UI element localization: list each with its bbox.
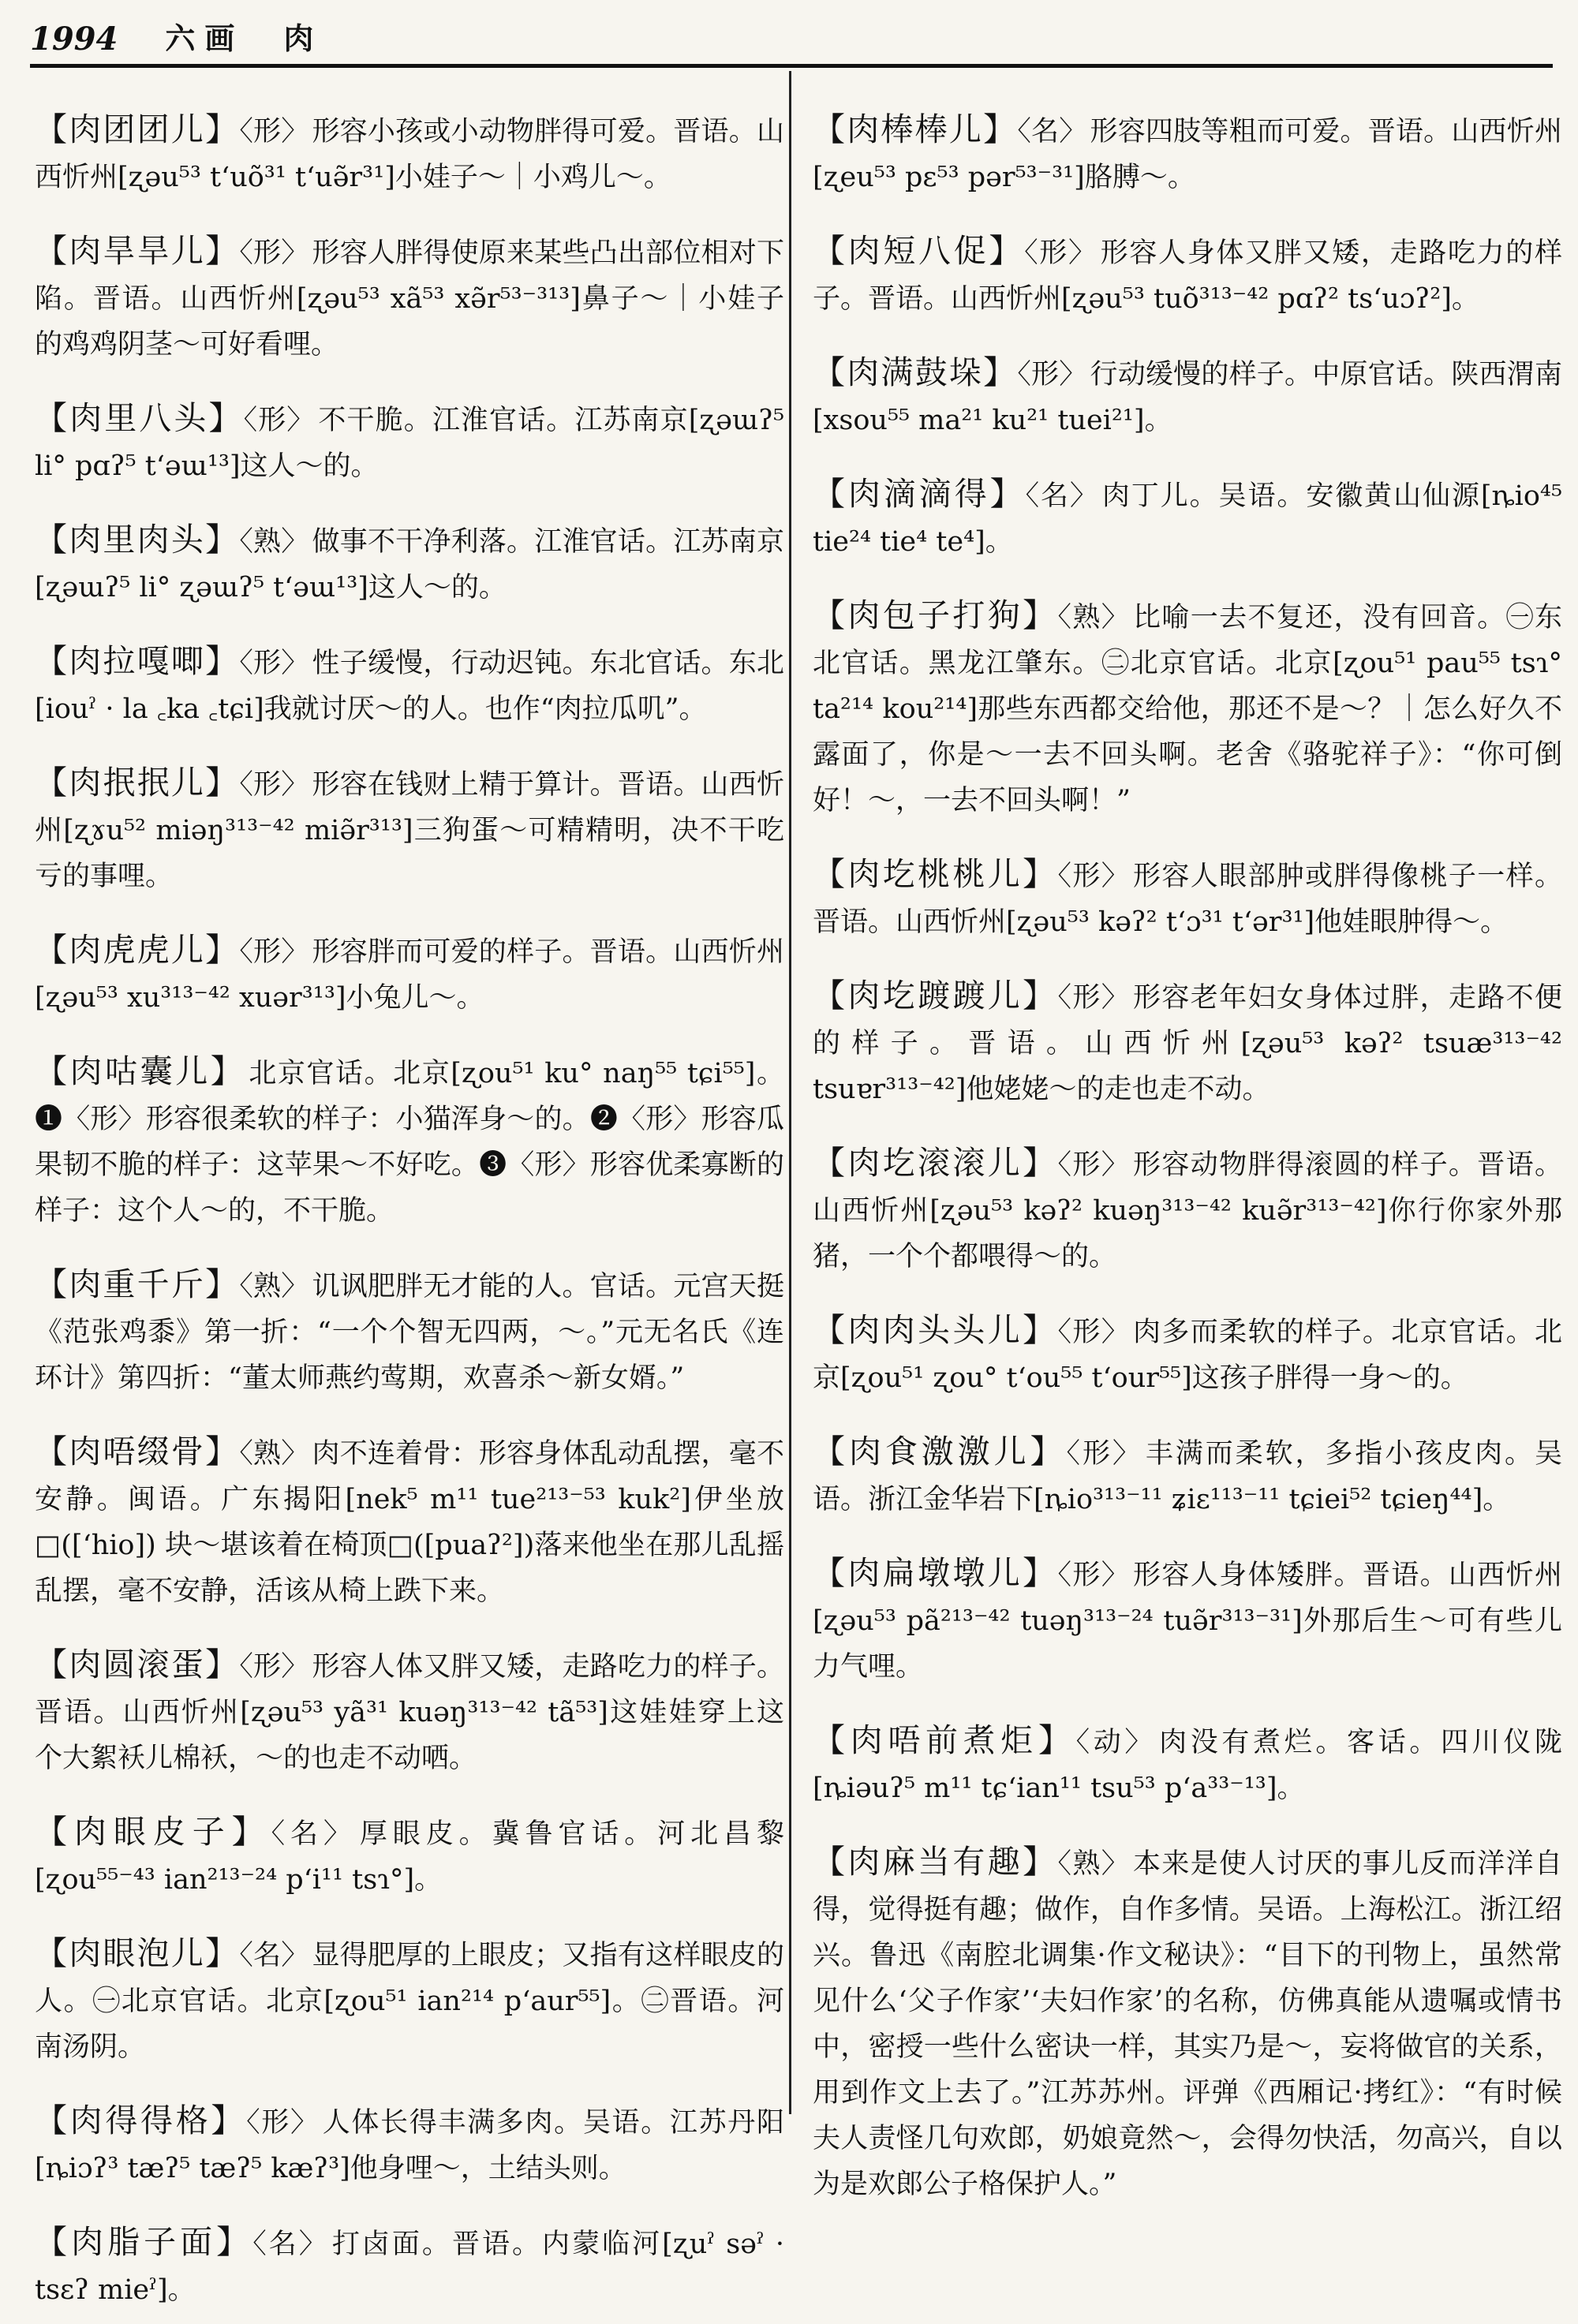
part-of-speech: 〈形〉 [1017,359,1087,390]
entry-definition: 厚眼皮。冀鲁官话。河北昌黎[ʐou⁵⁵⁻⁴³ ian²¹³⁻²⁴ p‘i¹¹ tsɿ°]。 [35,1818,784,1896]
part-of-speech: 〈名〉 [252,2229,329,2260]
entry-headword: 【肉唔前煮炬】 [813,1721,1076,1759]
dictionary-entry [35,1930,784,2070]
entry-definition: 肉丁儿。吴语。安徽黄山仙源[ȵio⁴⁵ tie²⁴ tie⁴ te⁴]。 [813,480,1562,558]
part-of-speech: 〈形〉 [1057,861,1131,892]
entry-headword: 【肉圪桃桃儿】 [813,855,1058,893]
entry-definition: 形容人胖得使原来某些凸出部位相对下陷。晋语。山西忻州[ʐəu⁵³ xã⁵³ xə̃r⁵³⁻³¹³]鼻子～｜小娃子的鸡鸡阴茎～可好看哩。 [35,237,784,361]
entry-definition: 肉没有煮烂。客话。四川仪陇[ȵiəuʔ⁵ m¹¹ tɕ‘ian¹¹ tsu⁵³ p‘a³³⁻¹³]。 [813,1727,1562,1804]
dictionary-entry [813,1717,1562,1811]
entry-headword: 【肉满鼓垛】 [813,353,1018,391]
entry-definition: 讥讽肥胖无才能的人。官话。元宫天挺《范张鸡黍》第一折：“一个个智无四两，～。”元无名氏《连环计》第四折：“董太师燕约莺期，欢喜杀～新女婿。” [35,1271,784,1394]
part-of-speech: 〈形〉 [239,116,309,148]
part-of-speech: 〈熟〉 [1057,1848,1131,1880]
dictionary-entry [813,973,1562,1112]
entry-headword: 【肉里八头】 [35,399,244,437]
part-of-speech: 〈名〉 [239,1940,309,1971]
part-of-speech: 〈形〉 [1057,1149,1131,1181]
dictionary-entry [813,1307,1562,1401]
part-of-speech: 〈形〉 [1066,1438,1142,1470]
column-divider [789,71,791,2114]
dictionary-entry [35,395,784,489]
part-of-speech: 〈形〉 [239,648,309,679]
part-of-speech: 〈名〉 [1025,480,1099,512]
part-of-speech: 〈动〉 [1075,1727,1157,1758]
entry-definition: 丰满而柔软，多指小孩皮肉。吴语。浙江金华岩下[ȵio³¹³⁻¹¹ ʑiɛ¹¹³⁻¹¹ tɕiei⁵² tɕieŋ⁴⁴]。 [813,1438,1562,1515]
entry-headword: 【肉重千斤】 [35,1265,240,1303]
dictionary-entry [813,1550,1562,1690]
dictionary-entry [35,927,784,1021]
right-column [813,79,1562,2218]
entry-definition: 打卤面。晋语。内蒙临河[ʐuˀ səˀ · tsɛʔ mieˀ]。 [35,2229,784,2306]
page-title: 六画 肉 [165,21,323,56]
dictionary-entry [813,106,1562,200]
dictionary-entry [35,1048,784,1234]
part-of-speech: 〈形〉 [243,405,316,436]
part-of-speech: 〈名〉 [1017,116,1087,148]
dictionary-entry [35,1429,784,1614]
entry-definition: 形容人身体又胖又矮，走路吃力的样子。晋语。山西忻州[ʐəu⁵³ tuõ³¹³⁻⁴² pɑʔ² ts‘uɔʔ²]。 [813,237,1562,315]
entry-definition: 形容四肢等粗而可爱。晋语。山西忻州[ʐeu⁵³ pɛ⁵³ pər⁵³⁻³¹]胳膊～。 [813,116,1562,193]
part-of-speech: 〈形〉 [239,237,309,269]
entry-headword: 【肉扁墩墩儿】 [813,1554,1058,1592]
entry-definition: 形容人体又胖又矮，走路吃力的样子。晋语。山西忻州[ʐəu⁵³ yã³¹ kuəŋ³¹³⁻⁴² tã⁵³]这娃娃穿上这个大絮袄儿棉袄，～的也走不动哂。 [35,1651,784,1774]
entry-definition: 形容动物胖得滚圆的样子。晋语。山西忻州[ʐəu⁵³ kəʔ² kuəŋ³¹³⁻⁴² kuə̃r³¹³⁻⁴²]你行你家外那猪，一个个都喂得～的。 [813,1149,1562,1272]
entry-headword: 【肉咕囊儿】 [35,1052,246,1090]
dictionary-entry [813,851,1562,945]
entry-headword: 【肉眼泡儿】 [35,1934,240,1972]
entry-definition: 比喻一去不复还，没有回音。㊀东北官话。黑龙江肇东。㊁北京官话。北京[ʐou⁵¹ pau⁵⁵ tsɿ° ta²¹⁴ kou²¹⁴]那些东西都交给他，那还不是～？｜怎么好久不露面了，你是～一去不回头啊。老舍《骆驼祥子》：“你可倒好！～，一去不回头啊！” [813,602,1562,816]
entry-headword: 【肉唔缀骨】 [35,1433,240,1470]
entry-definition: 肉不连着骨：形容身体乱动乱摆，毫不安静。闽语。广东揭阳[nek⁵ m¹¹ tue²¹³⁻⁵³ kuk²]伊坐放□([‘hio]) 块～堪该着在椅顶□([puaʔ²])落来他坐在那儿乱摇乱摆，毫不安静，活该从椅上跌下来。 [35,1438,784,1607]
part-of-speech: 〈熟〉 [239,526,309,558]
entry-headword: 【肉圪踱踱儿】 [813,977,1058,1014]
entry-headword: 【肉圪滚滚儿】 [813,1144,1058,1182]
dictionary-entry [813,228,1562,322]
dictionary-entry [35,1261,784,1401]
left-column [35,79,784,2324]
part-of-speech: 〈形〉 [1057,1317,1131,1348]
dictionary-entry [35,2219,784,2313]
part-of-speech: 〈形〉 [239,936,309,968]
dictionary-entry [35,760,784,899]
dictionary-entry [35,638,784,732]
dictionary-entry [813,1140,1562,1280]
dictionary-entry [813,1839,1562,2207]
dictionary-entry [35,106,784,200]
entry-definition: 本来是使人讨厌的事儿反而洋洋自得，觉得挺有趣；做作，自作多情。吴语。上海松江。浙江绍兴。鲁迅《南腔北调集·作文秘诀》：“目下的刊物上，虽然常见什么‘父子作家’‘夫妇作家’的名称，仿佛真能从遗嘱或情书中，密授一些什么密诀一样，其实乃是～，妄将做官的关系，用到作文上去了。”江苏苏州。评弹《西厢记·拷红》：“有时候夫人责怪几句欢郎，奶娘竟然～，会得勿快活，勿高兴，自以为是欢郎公子格保护人。” [813,1848,1562,2200]
entry-headword: 【肉拉嘎唧】 [35,642,240,680]
part-of-speech: 〈熟〉 [1057,602,1131,633]
part-of-speech: 〈熟〉 [239,1438,309,1470]
dictionary-entry [813,471,1562,565]
entry-definition: 做事不干净利落。江淮官话。江苏南京[ʐəɯʔ⁵ li° ʐəɯʔ⁵ t‘əɯ¹³]这人～的。 [35,526,784,603]
dictionary-entry [813,592,1562,824]
entry-headword: 【肉虎虎儿】 [35,931,240,969]
part-of-speech: 〈形〉 [239,1651,309,1683]
entry-headword: 【肉抿抿儿】 [35,764,240,801]
part-of-speech: 〈形〉 [1024,237,1097,269]
entry-definition: 形容老年妇女身体过胖，走路不便的样子。晋语。山西忻州[ʐəu⁵³ kəʔ² tsuæ³¹³⁻⁴² tsuɐr³¹³⁻⁴²]他姥姥～的走也走不动。 [813,982,1562,1105]
entry-headword: 【肉圆滚蛋】 [35,1646,240,1683]
entry-definition: 肉多而柔软的样子。北京官话。北京[ʐou⁵¹ ʐou° t‘ou⁵⁵ t‘our⁵⁵]这孩子胖得一身～的。 [813,1317,1562,1394]
dictionary-entry [35,228,784,368]
dictionary-entry [35,2098,784,2191]
dictionary-entry [813,349,1562,443]
page-header [30,21,1553,68]
entry-definition: 不干脆。江淮官话。江苏南京[ʐəɯʔ⁵ li° pɑʔ⁵ t‘əɯ¹³]这人～的。 [35,405,784,482]
part-of-speech: 〈形〉 [1057,982,1131,1014]
entry-definition: 行动缓慢的样子。中原官话。陕西渭南[xsou⁵⁵ ma²¹ ku²¹ tuei²¹]。 [813,359,1562,436]
entry-headword: 【肉短八促】 [813,232,1025,270]
entry-headword: 【肉里肉头】 [35,521,240,559]
dictionary-entry [813,1429,1562,1523]
part-of-speech: 〈形〉 [239,769,309,801]
page-number: 1994 [30,21,118,58]
dictionary-entry [35,1642,784,1781]
part-of-speech: 〈名〉 [271,1818,357,1850]
entry-headword: 【肉眼皮子】 [35,1813,271,1851]
entry-definition: 性子缓慢，行动迟钝。东北官话。东北[iouˀ · la ꜀ka ꜀tɕi]我就讨厌～的人。也作“肉拉瓜叽”。 [35,648,784,725]
entry-headword: 【肉麻当有趣】 [813,1843,1058,1881]
entry-definition: 形容人身体矮胖。晋语。山西忻州[ʐəu⁵³ pã²¹³⁻⁴² tuəŋ³¹³⁻²⁴ tuə̃r³¹³⁻³¹]外那后生～可有些儿力气哩。 [813,1560,1562,1683]
part-of-speech: 〈熟〉 [239,1271,309,1302]
entry-headword: 【肉棒棒儿】 [813,110,1018,148]
entry-definition: 形容在钱财上精于算计。晋语。山西忻州[ʐɤu⁵² miəŋ³¹³⁻⁴² miə̃r³¹³]三狗蛋～可精精明，决不干吃亏的事哩。 [35,769,784,892]
entry-definition: 形容胖而可爱的样子。晋语。山西忻州[ʐəu⁵³ xu³¹³⁻⁴² xuər³¹³]小兔儿～。 [35,936,784,1014]
part-of-speech: 〈形〉 [1057,1560,1131,1591]
entry-headword: 【肉食激激儿】 [813,1433,1067,1470]
entry-definition: 人体长得丰满多肉。吴语。江苏丹阳[ȵiɔʔ³ tæʔ⁵ tæʔ⁵ kæʔ³]他身哩～，土结头则。 [35,2107,784,2184]
part-of-speech: 〈形〉 [246,2107,320,2139]
entry-headword: 【肉包子打狗】 [813,596,1058,634]
dictionary-entry [35,517,784,611]
entry-definition: 显得肥厚的上眼皮；又指有这样眼皮的人。㊀北京官话。北京[ʐou⁵¹ ian²¹⁴ p‘aur⁵⁵]。㊁晋语。河南汤阴。 [35,1940,784,2063]
entry-definition: 形容小孩或小动物胖得可爱。晋语。山西忻州[ʐəu⁵³ t‘uõ³¹ t‘uə̃r³¹]小娃子～｜小鸡儿～。 [35,116,784,193]
entry-headword: 【肉滴滴得】 [813,475,1026,513]
entry-headword: 【肉旱旱儿】 [35,232,240,270]
entry-headword: 【肉得得格】 [35,2102,247,2139]
entry-headword: 【肉肉头头儿】 [813,1311,1058,1349]
entry-definition: 北京官话。北京[ʐou⁵¹ ku° naŋ⁵⁵ tɕi⁵⁵]。❶〈形〉形容很柔软的样子：小猫浑身～的。❷〈形〉形容瓜果韧不脆的样子：这苹果～不好吃。❸〈形〉形容优柔寡断的样子：这个人～的，不干脆。 [35,1058,784,1227]
entry-headword: 【肉团团儿】 [35,110,240,148]
entry-definition: 形容人眼部肿或胖得像桃子一样。晋语。山西忻州[ʐəu⁵³ kəʔ² t‘ɔ³¹ t‘ər³¹]他娃眼肿得～。 [813,861,1562,938]
entry-headword: 【肉脂子面】 [35,2223,253,2261]
dictionary-entry [35,1809,784,1903]
